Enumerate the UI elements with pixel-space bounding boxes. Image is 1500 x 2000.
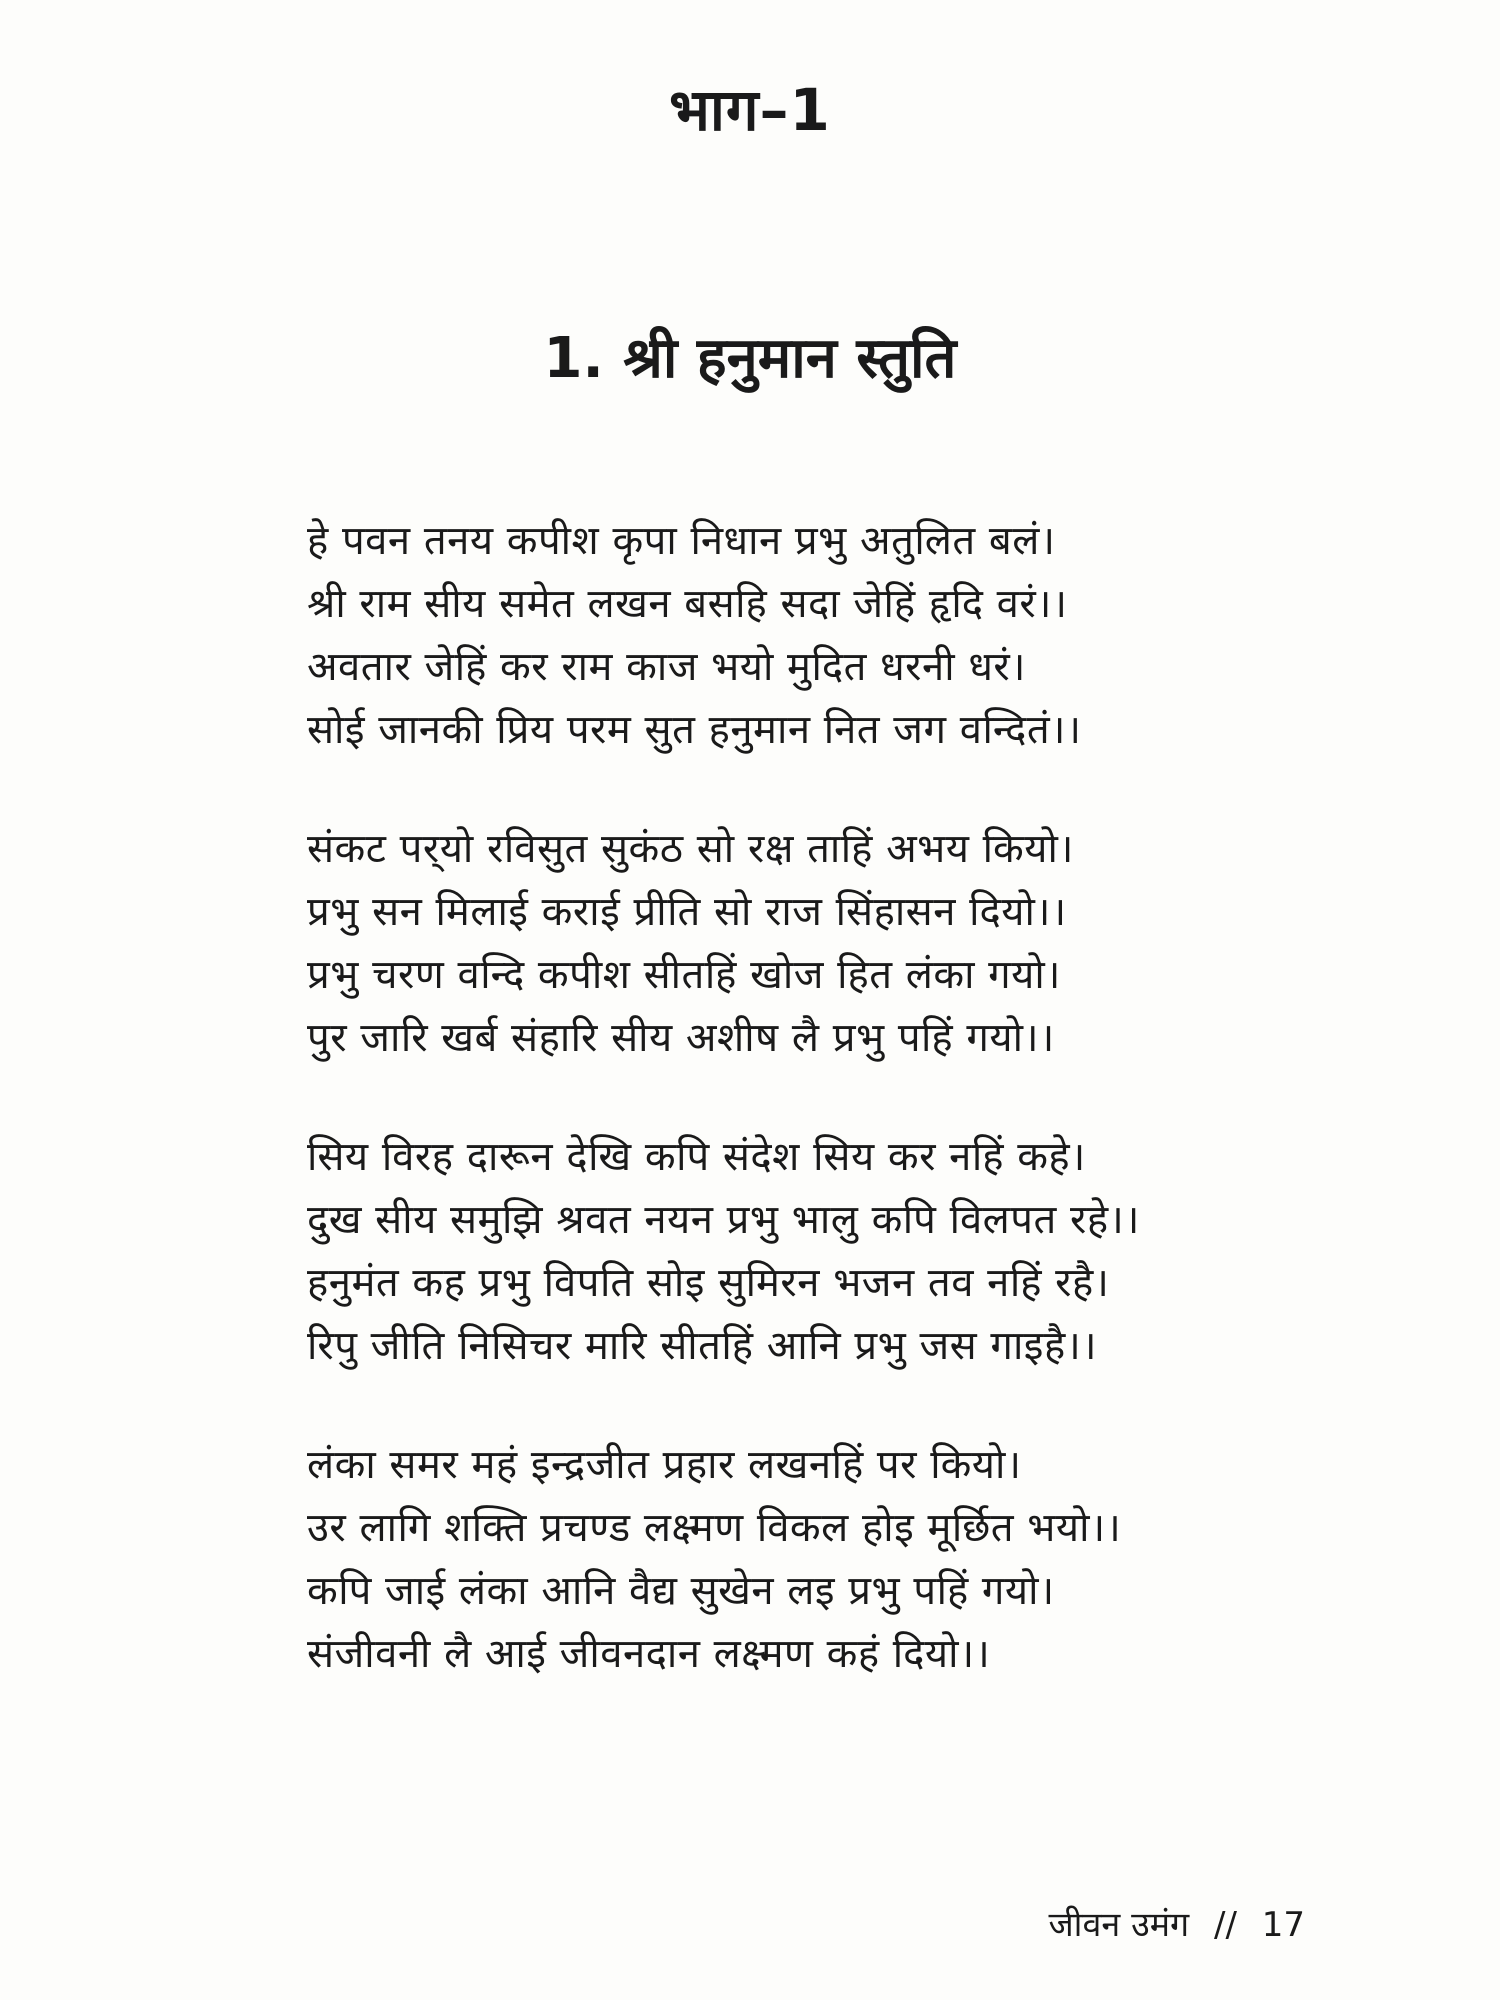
- verse-line: संजीवनी लै आई जीवनदान लक्ष्मण कहं दियो।।: [307, 1631, 991, 1677]
- part-title: भाग–1: [669, 76, 831, 144]
- verse-line: लंका समर महं इन्द्रजीत प्रहार लखनहिं पर कियो।: [307, 1442, 1022, 1488]
- verse-line: अवतार जेहिं कर राम काज भयो मुदित धरनी धरं।: [307, 644, 1026, 690]
- verse-line: पुर जारि खर्ब संहारि सीय अशीष लै प्रभु पहिं गयो।।: [307, 1015, 1055, 1061]
- chapter-title: 1. श्री हनुमान स्तुति: [543, 326, 957, 391]
- verse-line: रिपु जीति निसिचर मारि सीतहिं आनि प्रभु जस गाइहै।।: [307, 1323, 1097, 1369]
- verse-line: सिय विरह दारून देखि कपि संदेश सिय कर नहिं कहे।: [307, 1134, 1086, 1180]
- verse-line: दुख सीय समुझि श्रवत नयन प्रभु भालु कपि विलपत रहे।।: [307, 1197, 1140, 1243]
- verse-line: सोई जानकी प्रिय परम सुत हनुमान नित जग वन्दितं।।: [307, 707, 1082, 753]
- verse-line: श्री राम सीय समेत लखन बसहि सदा जेहिं हृदि वरं।।: [307, 581, 1068, 627]
- stanza: [307, 1434, 1307, 1686]
- verse-line: उर लागि शक्ति प्रचण्ड लक्ष्मण विकल होइ मूर्छित भयो।।: [307, 1505, 1122, 1551]
- verse-line: हनुमंत कह प्रभु विपति सोइ सुमिरन भजन तव नहिं रहै।: [307, 1260, 1110, 1306]
- stanza: [307, 510, 1307, 762]
- verse-line: प्रभु चरण वन्दि कपीश सीतहिं खोज हित लंका गयो।: [307, 952, 1061, 998]
- footer-book-title: जीवन उमंग: [1048, 1905, 1190, 1945]
- verse-line: हे पवन तनय कपीश कृपा निधान प्रभु अतुलित बलं।: [307, 518, 1056, 564]
- stanza: [307, 818, 1307, 1070]
- verse-block: [307, 510, 1307, 1742]
- stanza: [307, 1126, 1307, 1378]
- verse-line: प्रभु सन मिलाई कराई प्रीति सो राज सिंहासन दियो।।: [307, 889, 1067, 935]
- page-footer: [1048, 1900, 1305, 1946]
- page-number: 17: [1261, 1905, 1305, 1945]
- verse-line: कपि जाई लंका आनि वैद्य सुखेन लइ प्रभु पहिं गयो।: [307, 1568, 1055, 1614]
- footer-separator: //: [1214, 1905, 1237, 1945]
- verse-line: संकट पर्‌यो रविसुत सुकंठ सो रक्ष ताहिं अभय कियो।: [307, 826, 1074, 872]
